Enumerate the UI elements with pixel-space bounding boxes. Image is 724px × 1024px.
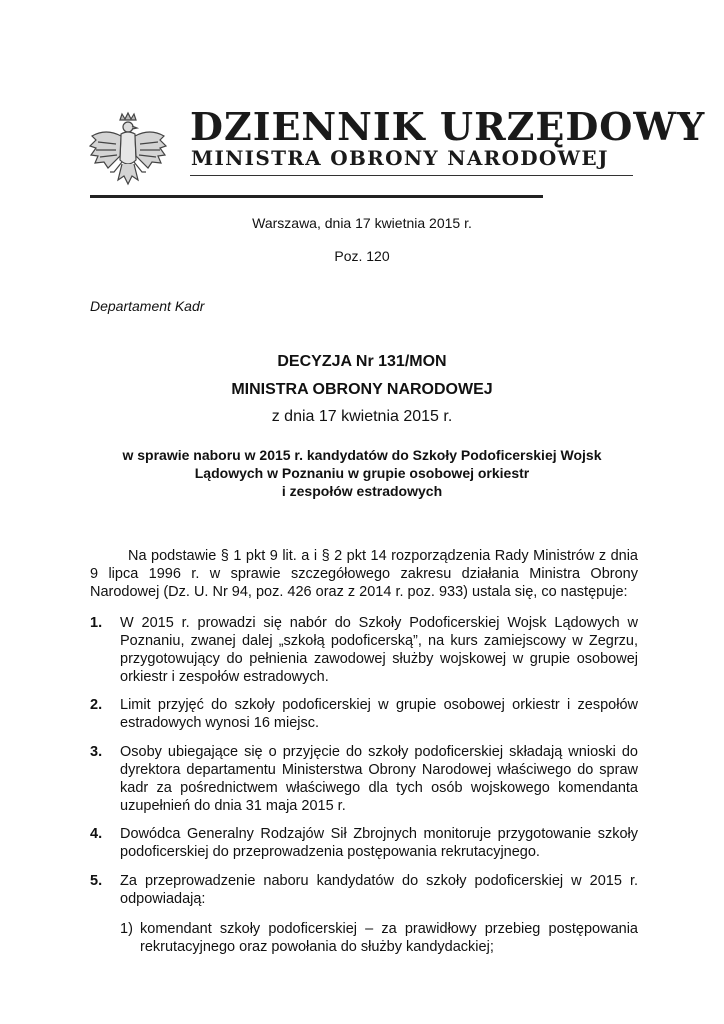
item-text: Osoby ubiegające się o przyjęcie do szkoły podoficerskiej składają wnioski do dyrektora departamentu Ministerstwa Obrony Narodowej właściwego do spraw kadr za pośrednictwem właściwego dla tych osób wojskowego komendanta uzupełnień do dnia 31 maja 2015 r. xyxy=(120,744,638,814)
journal-subtitle: MINISTRA OBRONY NARODOWEJ xyxy=(191,146,609,170)
polish-eagle-emblem-icon xyxy=(86,110,170,194)
decision-title: DECYZJA Nr 131/MON xyxy=(277,353,447,370)
item-number: 3. xyxy=(90,744,103,760)
item-number: 5. xyxy=(90,873,103,889)
sub-list-item xyxy=(120,920,638,956)
decision-subject xyxy=(0,446,724,500)
item-text: W 2015 r. prowadzi się nabór do Szkoły Podoficerskiej Wojsk Lądowych w Poznaniu, zwanej dalej „szkołą podoficerską”, na kurs zamiejscowy w Zegrzu, przygotowujący do pełnienia zawodowej służby wojskowej w grupie osobowej orkiestr i zespołów estradowych. xyxy=(120,615,638,685)
list-item xyxy=(90,872,638,908)
item-text: Limit przyjęć do szkoły podoficerskiej w grupie osobowej orkiestr i zespołów estradowych wynosi 16 miejsc. xyxy=(120,697,638,731)
subject-line: w sprawie naboru w 2015 r. kandydatów do Szkoły Podoficerskiej Wojsk xyxy=(122,447,602,463)
item-number: 2. xyxy=(90,697,103,713)
item-text: Za przeprowadzenie naboru kandydatów do szkoły podoficerskiej w 2015 r. odpowiadają: xyxy=(120,873,638,907)
place-date: Warszawa, dnia 17 kwietnia 2015 r. xyxy=(252,215,472,231)
item-number: 4. xyxy=(90,826,103,842)
journal-title: DZIENNIK URZĘDOWY xyxy=(190,104,706,149)
list-item xyxy=(90,696,638,732)
sub-item-number: 1) xyxy=(120,921,133,937)
decision-issuer: MINISTRA OBRONY NARODOWEJ xyxy=(231,381,493,398)
legal-basis-paragraph: Na podstawie § 1 pkt 9 lit. a i § 2 pkt 14 rozporządzenia Rady Ministrów z dnia 9 lipca 1996 r. w sprawie szczegółowego zakresu działania Ministra Obrony Narodowej (Dz. U. Nr 94, poz. 426 oraz z 2014 r. poz. 933) ustala się, co następuje: xyxy=(90,548,638,600)
sub-item-text: komendant szkoły podoficerskiej – za prawidłowy przebieg postępowania rekrutacyjnego oraz powołania do służby kandydackiej; xyxy=(140,921,638,955)
masthead-divider-thick xyxy=(90,195,543,198)
masthead-divider-thin xyxy=(190,175,633,176)
item-number: 1. xyxy=(90,615,103,631)
list-item xyxy=(90,743,638,815)
subject-line: Lądowych w Poznaniu w grupie osobowej orkiestr xyxy=(194,465,530,481)
item-text: Dowódca Generalny Rodzajów Sił Zbrojnych monitoruje przygotowanie szkoły podoficerskiej do przeprowadzenia postępowania rekrutacyjnego. xyxy=(120,826,638,860)
list-item xyxy=(90,614,638,686)
decision-date: z dnia 17 kwietnia 2015 r. xyxy=(271,408,453,425)
subject-line: i zespołów estradowych xyxy=(281,483,443,499)
position-number: Poz. 120 xyxy=(334,248,390,264)
department-name: Departament Kadr xyxy=(90,298,205,314)
list-item xyxy=(90,825,638,861)
